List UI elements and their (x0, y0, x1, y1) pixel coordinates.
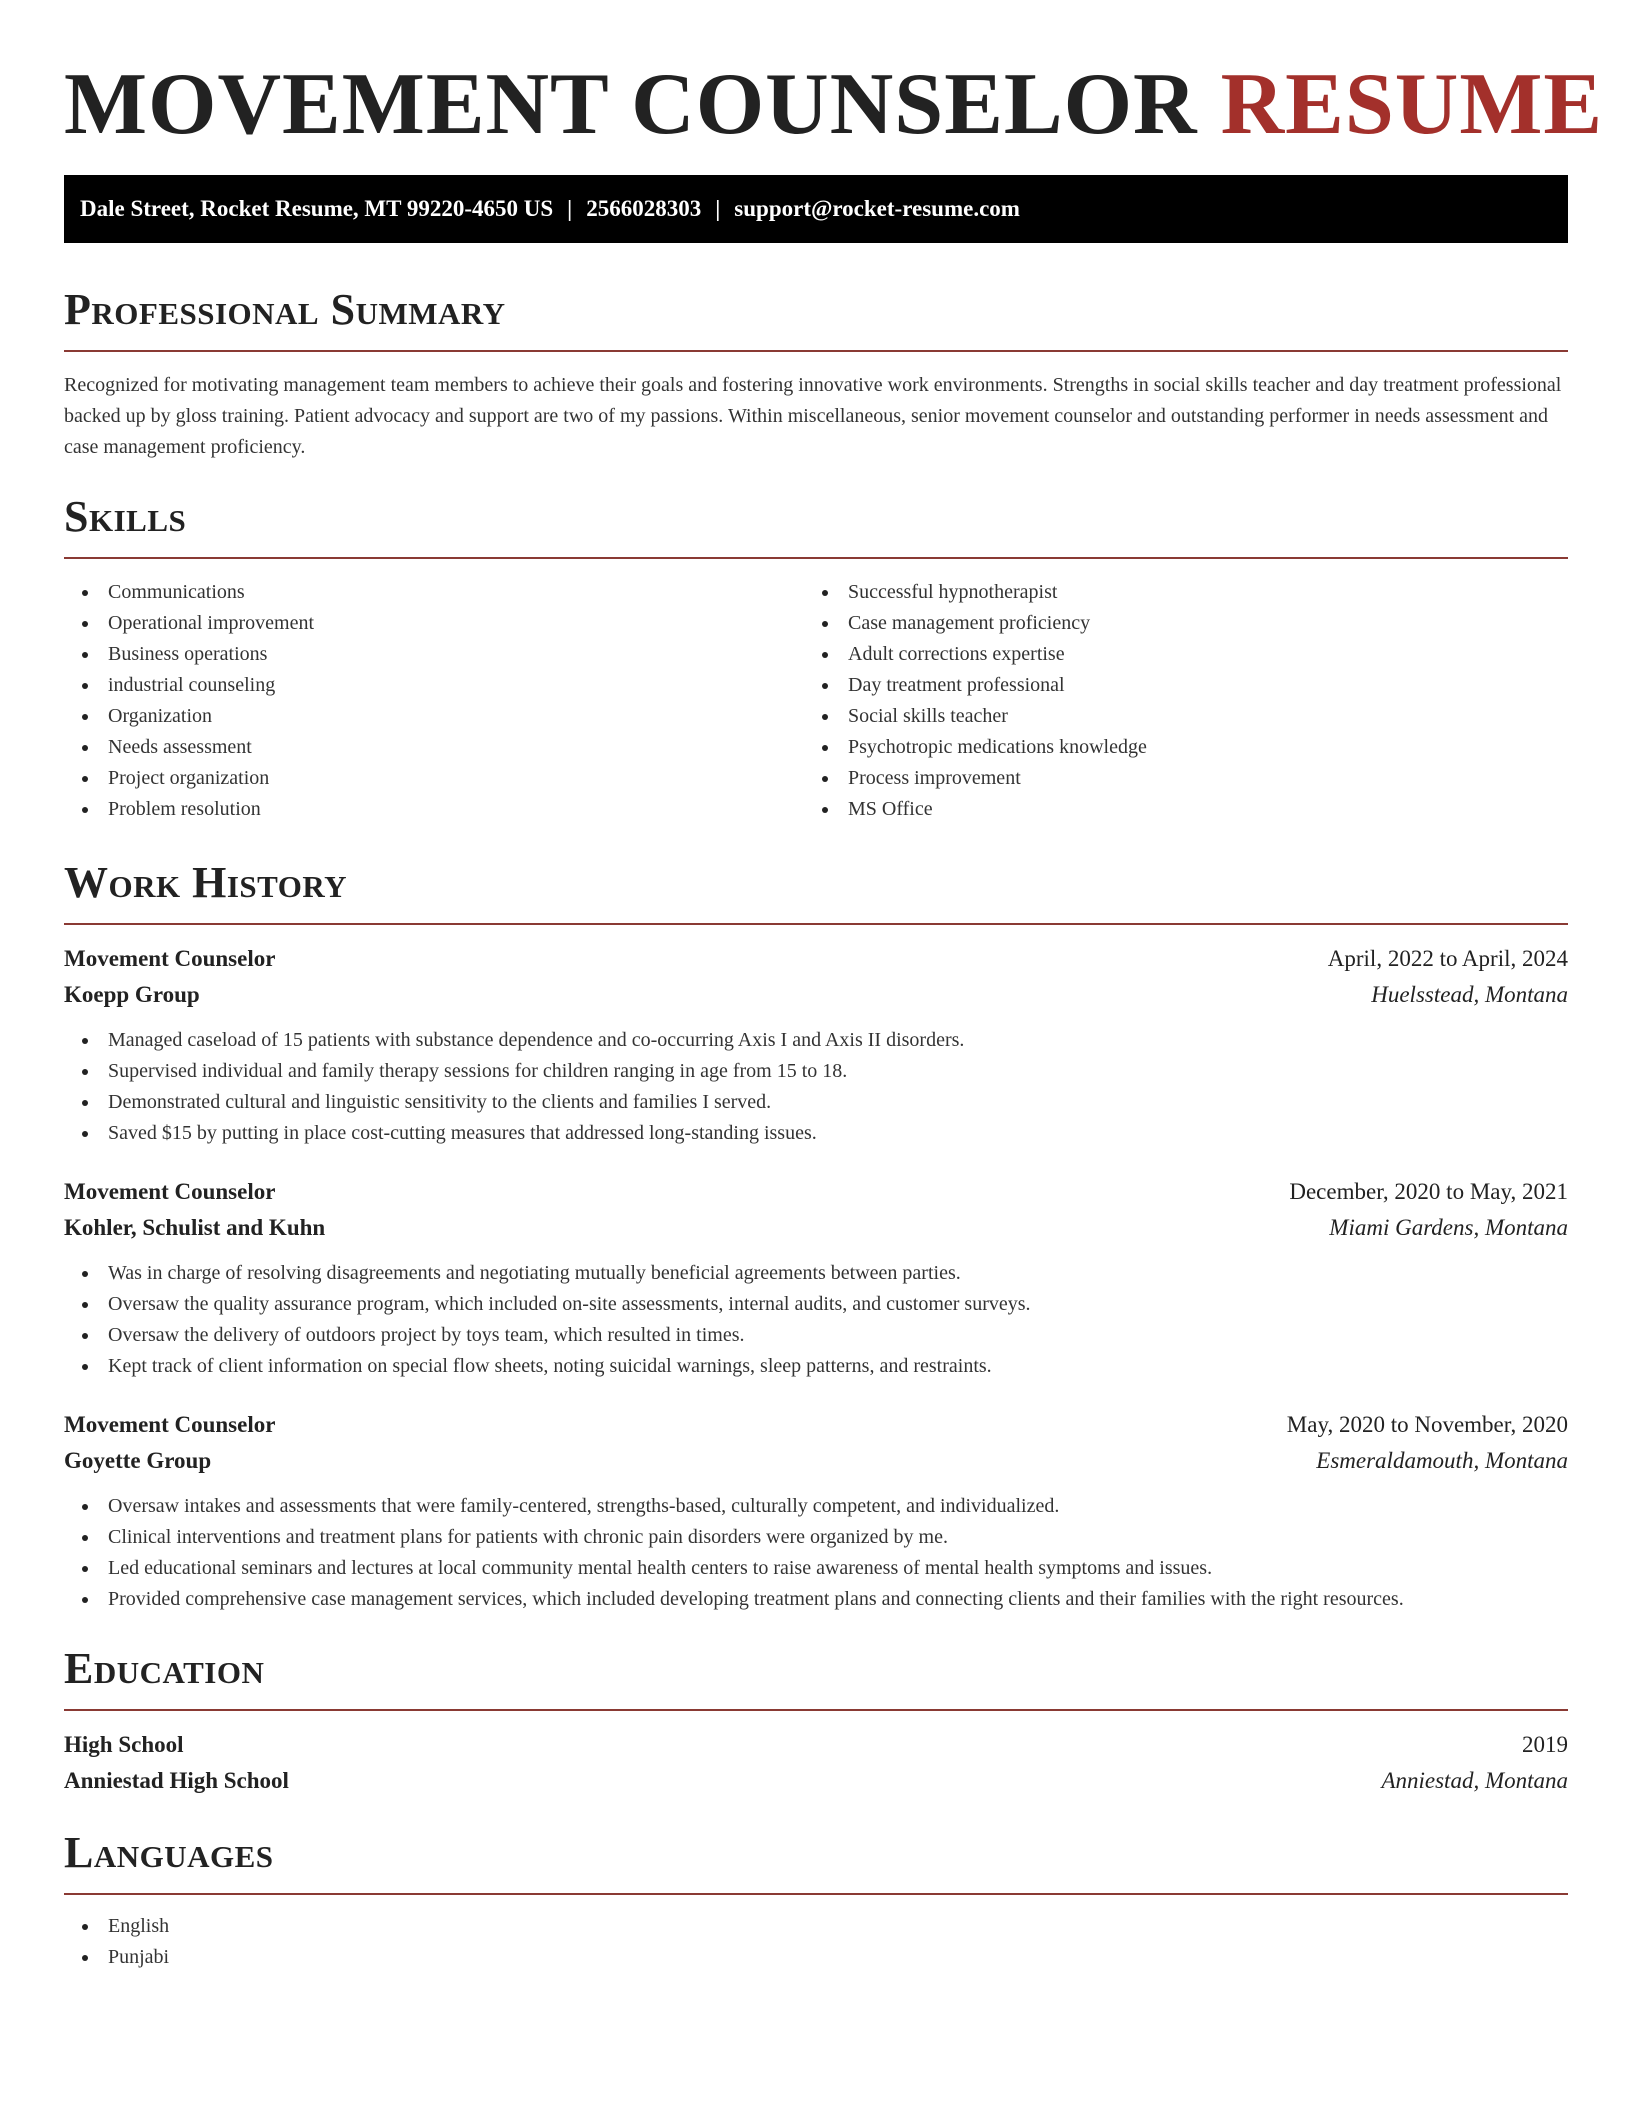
skill-item: Social skills teacher (804, 701, 1544, 732)
job-header (64, 1174, 1568, 1210)
section-divider (64, 1893, 1568, 1895)
skill-item: Business operations (64, 639, 804, 670)
skill-item: Case management proficiency (804, 608, 1544, 639)
summary-text: Recognized for motivating management team members to achieve their goals and fostering innovative work environments. Strengths in social skills teacher and day treatment professional backed up by gloss training. Patient advocacy and support are two of my passions. Within miscellaneous, senior movement counselor and outstanding performer in needs assessment and case management proficiency. (64, 374, 1562, 458)
job-bullet: Oversaw the delivery of outdoors project by toys team, which resulted in times. (64, 1320, 1568, 1351)
contact-separator: | (715, 196, 721, 221)
education-entry (64, 1727, 1568, 1799)
summary-section (64, 286, 1568, 463)
job-bullet: Supervised individual and family therapy sessions for children ranging in age from 15 to 18. (64, 1056, 1568, 1087)
job-location: Huelsstead, Montana (1371, 982, 1568, 1007)
job-bullet: Led educational seminars and lectures at local community mental health centers to raise awareness of mental health symptoms and issues. (64, 1553, 1568, 1584)
job-company: Koepp Group (64, 982, 200, 1007)
contact-separator: | (567, 196, 573, 221)
job-header (64, 941, 1568, 977)
work-section (64, 859, 1568, 1615)
education-heading: Education (64, 1644, 265, 1693)
job-bullet: Managed caseload of 15 patients with substance dependence and co-occurring Axis I and Axis II disorders. (64, 1025, 1568, 1056)
contact-phone: 2566028303 (586, 196, 702, 221)
skills-list-right (804, 577, 1544, 825)
job-location: Miami Gardens, Montana (1329, 1215, 1568, 1240)
job-entry (64, 1174, 1568, 1382)
education-header (64, 1727, 1568, 1763)
skill-item: Project organization (64, 763, 804, 794)
job-entry (64, 1407, 1568, 1615)
section-divider (64, 350, 1568, 352)
job-dates: May, 2020 to November, 2020 (1286, 1412, 1568, 1437)
skill-item: Psychotropic medications knowledge (804, 732, 1544, 763)
skill-item: Problem resolution (64, 794, 804, 825)
work-heading: Work History (64, 858, 348, 907)
skill-item: Needs assessment (64, 732, 804, 763)
job-title: Movement Counselor (64, 946, 276, 971)
job-bullet: Oversaw intakes and assessments that were family-centered, strengths-based, culturally competent, and individualized. (64, 1491, 1568, 1522)
skill-item: Adult corrections expertise (804, 639, 1544, 670)
section-divider (64, 923, 1568, 925)
education-section (64, 1645, 1568, 1799)
education-year: 2019 (1522, 1732, 1568, 1757)
job-company: Kohler, Schulist and Kuhn (64, 1215, 326, 1240)
title-accent: RESUME (1220, 56, 1604, 153)
resume-title (64, 55, 1604, 155)
languages-heading: Languages (64, 1828, 274, 1877)
skills-grid (64, 577, 1568, 825)
skills-list-left (64, 577, 804, 825)
job-subheader (64, 1210, 1568, 1246)
education-location: Anniestad, Montana (1381, 1768, 1568, 1793)
contact-email: support@rocket-resume.com (734, 196, 1020, 221)
languages-list (64, 1911, 1568, 1973)
job-title: Movement Counselor (64, 1179, 276, 1204)
education-school: Anniestad High School (64, 1768, 289, 1793)
job-bullets (64, 1025, 1568, 1149)
education-degree: High School (64, 1732, 184, 1757)
job-header (64, 1407, 1568, 1443)
job-entry (64, 941, 1568, 1149)
section-divider (64, 557, 1568, 559)
skill-item: Organization (64, 701, 804, 732)
job-subheader (64, 977, 1568, 1013)
summary-heading: Professional Summary (64, 285, 506, 334)
education-subheader (64, 1763, 1568, 1799)
contact-bar (64, 175, 1568, 243)
job-location: Esmeraldamouth, Montana (1316, 1448, 1568, 1473)
title-main: MOVEMENT COUNSELOR (64, 56, 1198, 153)
job-bullet: Provided comprehensive case management services, which included developing treatment plans and connecting clients and their families with the right resources. (64, 1584, 1568, 1615)
job-bullet: Clinical interventions and treatment plans for patients with chronic pain disorders were organized by me. (64, 1522, 1568, 1553)
contact-address: Dale Street, Rocket Resume, MT 99220-4650 US (80, 196, 554, 221)
language-item: English (64, 1911, 1568, 1942)
job-dates: December, 2020 to May, 2021 (1289, 1179, 1568, 1204)
skill-item: MS Office (804, 794, 1544, 825)
skill-item: Successful hypnotherapist (804, 577, 1544, 608)
skill-item: Communications (64, 577, 804, 608)
job-bullet: Saved $15 by putting in place cost-cutting measures that addressed long-standing issues. (64, 1118, 1568, 1149)
job-bullet: Oversaw the quality assurance program, which included on-site assessments, internal audits, and customer surveys. (64, 1289, 1568, 1320)
languages-section (64, 1829, 1568, 1973)
skill-item: industrial counseling (64, 670, 804, 701)
skill-item: Day treatment professional (804, 670, 1544, 701)
skill-item: Process improvement (804, 763, 1544, 794)
skills-heading: Skills (64, 492, 187, 541)
job-company: Goyette Group (64, 1448, 212, 1473)
job-title: Movement Counselor (64, 1412, 276, 1437)
section-divider (64, 1709, 1568, 1711)
skill-item: Operational improvement (64, 608, 804, 639)
resume-content (64, 55, 1604, 1973)
job-bullets (64, 1491, 1568, 1615)
job-dates: April, 2022 to April, 2024 (1327, 946, 1568, 971)
language-item: Punjabi (64, 1942, 1568, 1973)
job-bullet: Kept track of client information on special flow sheets, noting suicidal warnings, sleep patterns, and restraints. (64, 1351, 1568, 1382)
skills-section (64, 493, 1568, 825)
job-subheader (64, 1443, 1568, 1479)
job-bullets (64, 1258, 1568, 1382)
job-bullet: Was in charge of resolving disagreements and negotiating mutually beneficial agreements between parties. (64, 1258, 1568, 1289)
job-bullet: Demonstrated cultural and linguistic sensitivity to the clients and families I served. (64, 1087, 1568, 1118)
